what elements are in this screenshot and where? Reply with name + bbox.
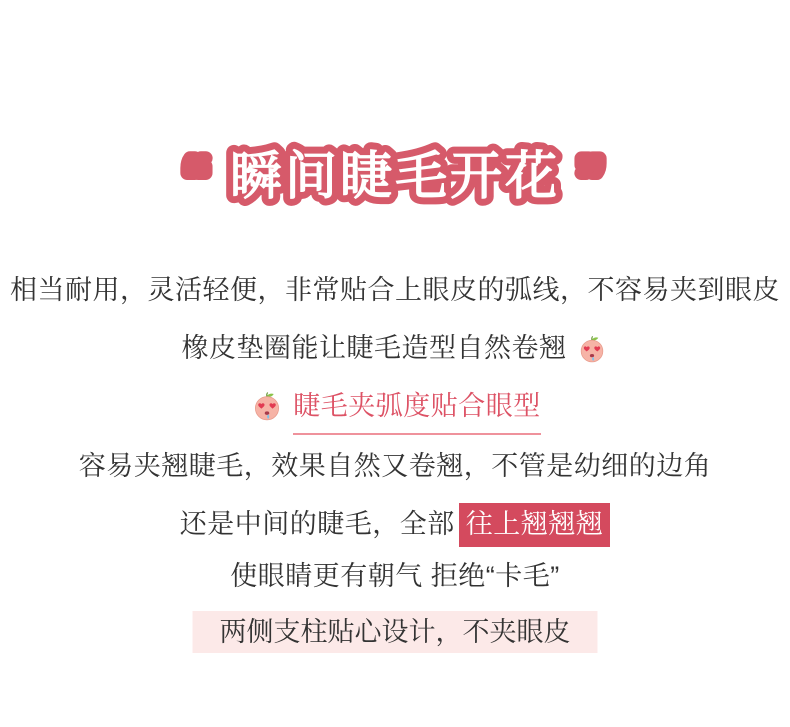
title-open-quote: “ — [183, 148, 213, 206]
body-line-durability — [0, 272, 790, 308]
bottom-feature-text: 两侧支柱贴心设计，不夹眼皮 — [219, 617, 571, 647]
page-title — [0, 126, 790, 231]
body-line-5-text: 使眼睛更有朝气 拒绝“卡毛” — [230, 561, 560, 591]
body-line-1-text: 相当耐用，灵活轻便，非常贴合上眼皮的弧线，不容易夹到眼皮 — [10, 275, 780, 305]
peach-heart-eyes-emoji-icon — [578, 335, 606, 363]
highlight-chip-curl-up: 往上翘翘翘 — [459, 503, 611, 547]
body-line-4-prefix: 还是中间的睫毛，全部 — [179, 509, 455, 539]
title-text: 瞬间睫毛开花 — [229, 148, 561, 206]
body-line-rubber-pad — [0, 330, 790, 366]
body-line-2-text: 橡皮垫圈能让睫毛造型自然卷翘 — [181, 333, 567, 363]
body-line-middle-lashes — [0, 503, 790, 547]
peach-heart-eyes-emoji-icon — [252, 391, 282, 421]
title-close-quote: ” — [577, 148, 607, 206]
feature-subtitle-text: 睫毛夹弧度贴合眼型 — [293, 388, 541, 435]
bottom-feature-box — [193, 611, 598, 653]
body-line-curl-effect — [0, 448, 790, 484]
feature-subtitle — [0, 388, 790, 435]
body-line-vitality — [0, 558, 790, 594]
body-line-3-text: 容易夹翘睫毛，效果自然又卷翘，不管是幼细的边角 — [78, 451, 712, 481]
svg-text:“ 瞬间睫毛开花 ” — [184, 148, 607, 206]
title-sticker-svg — [0, 126, 790, 226]
